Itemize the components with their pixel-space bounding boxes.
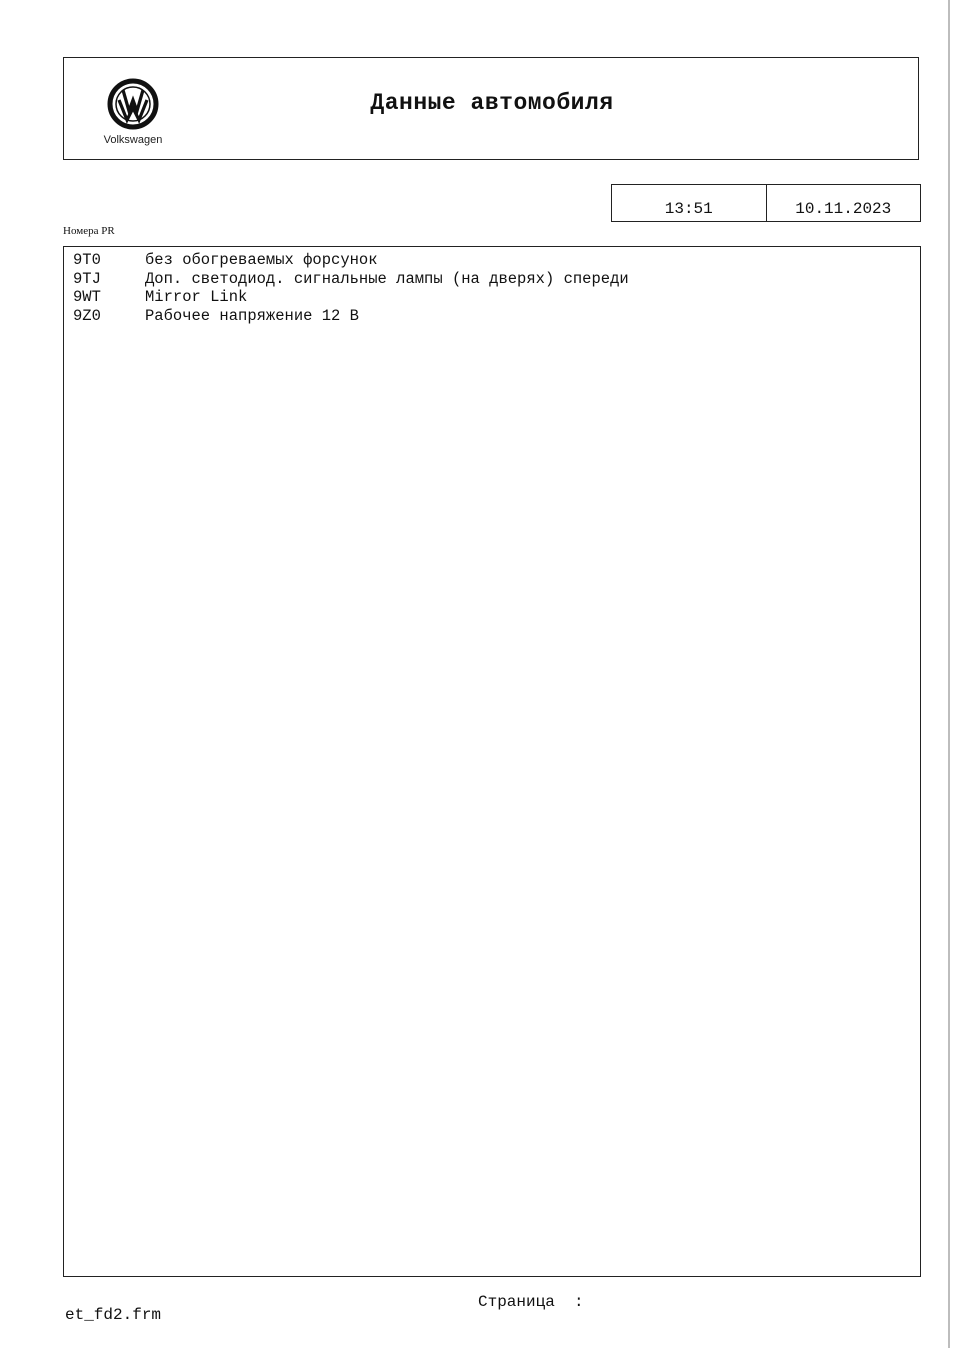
footer-file-name: et_fd2.frm: [65, 1306, 162, 1324]
section-label: Номера PR: [63, 225, 115, 237]
pr-code: 9WT: [73, 288, 101, 307]
pr-description: Mirror Link: [145, 288, 248, 307]
pr-numbers-box: [63, 246, 921, 1277]
pr-list: [73, 251, 629, 326]
list-item: [73, 270, 629, 289]
time-value: 13:51: [664, 200, 713, 218]
document-header: [63, 57, 919, 160]
list-item: [73, 251, 629, 270]
pr-description: без обогреваемых форсунок: [145, 251, 378, 269]
pr-code: 9TJ: [73, 269, 101, 288]
pr-description: Доп. светодиод. сигнальные лампы (на дверях) спереди: [145, 269, 629, 288]
list-item: [73, 288, 629, 307]
logo-text: Volkswagen: [103, 134, 163, 146]
date-value: 10.11.2023: [766, 185, 921, 221]
list-item: [73, 307, 629, 326]
pr-code: 9Z0: [73, 307, 101, 326]
document-title: Данные автомобиля: [370, 90, 614, 116]
pr-description: Рабочее напряжение 12 В: [145, 307, 359, 326]
footer-page-label: Страница :: [478, 1293, 584, 1311]
datetime-box: [611, 184, 921, 222]
pr-code: 9T0: [73, 251, 101, 269]
page-edge: [948, 0, 950, 1348]
